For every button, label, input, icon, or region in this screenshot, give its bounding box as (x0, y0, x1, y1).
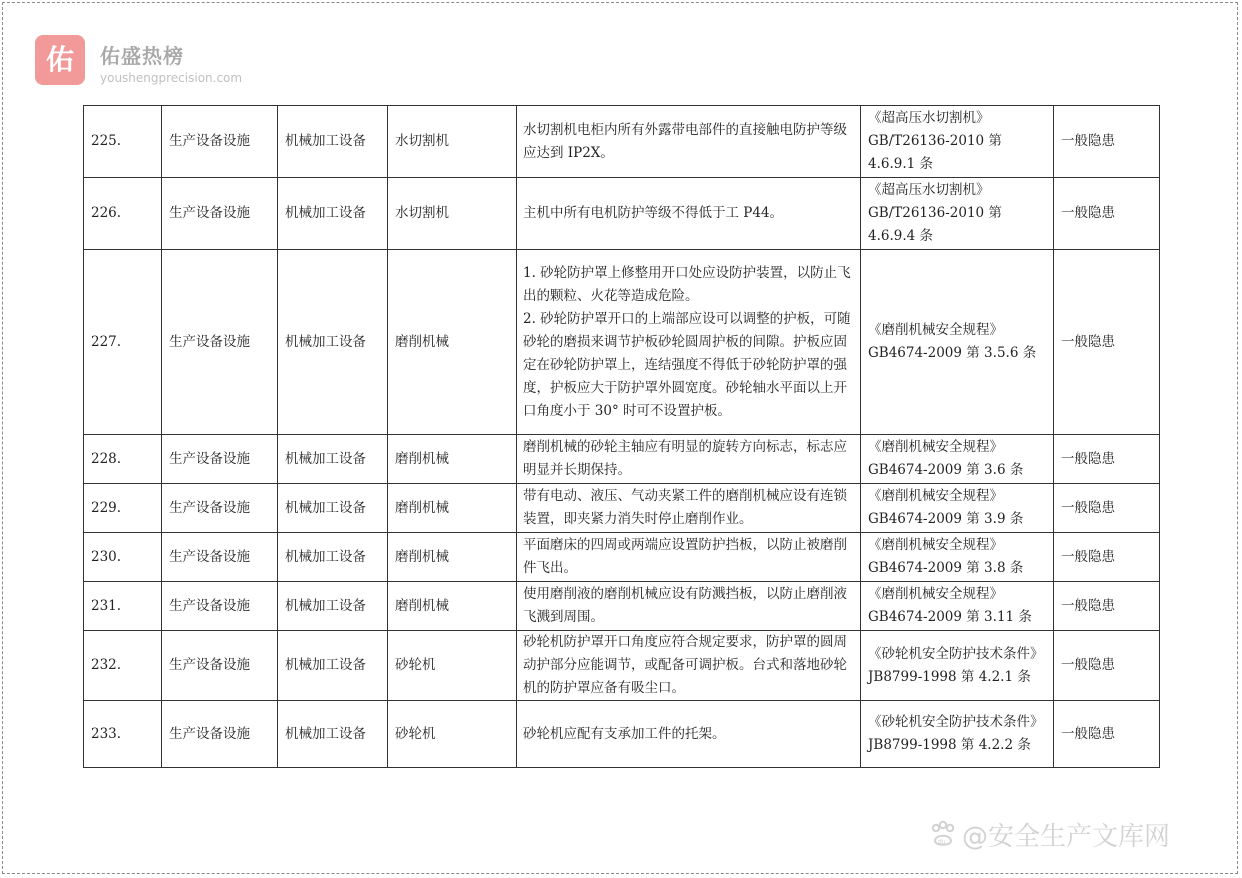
table-row (84, 582, 1160, 631)
category-level3: 水切割机 (388, 178, 517, 250)
row-number: 230. (84, 533, 162, 582)
category-level1: 生产设备设施 (162, 701, 278, 768)
hazard-description (517, 631, 861, 701)
hazard-description (517, 250, 861, 435)
hazard-level: 一般隐患 (1054, 106, 1160, 178)
hazard-level: 一般隐患 (1054, 435, 1160, 484)
category-level2: 机械加工设备 (278, 250, 388, 435)
row-number: 225. (84, 106, 162, 178)
description-paragraph: 砂轮机应配有支承加工件的托架。 (523, 725, 726, 742)
description-paragraph: 磨削机械的砂轮主轴应有明显的旋转方向标志，标志应明显并长期保持。 (523, 439, 847, 478)
row-number: 228. (84, 435, 162, 484)
category-level1: 生产设备设施 (162, 484, 278, 533)
regulation-basis: 《砂轮机安全防护技术条件》JB8799-1998 第 4.2.2 条 (861, 701, 1054, 768)
hazard-level: 一般隐患 (1054, 484, 1160, 533)
svg-text:du: du (938, 838, 946, 846)
row-number: 227. (84, 250, 162, 435)
description-paragraph: 2. 砂轮防护罩开口的上端部应设可以调整的护板，可随砂轮的磨损来调节护板砂轮圆周护板的间隙。护板应固定在砂轮防护罩上，连结强度不得低于砂轮防护罩的强度，护板应大于防护罩外圆宽度。砂轮轴水平面以上开口角度小于 30° 时可不设置护板。 (523, 310, 851, 419)
table-row (84, 250, 1160, 435)
hazard-description (517, 178, 861, 250)
table-row (84, 178, 1160, 250)
hazard-description (517, 106, 861, 178)
hazard-description (517, 435, 861, 484)
description-paragraph: 水切割机电柜内所有外露带电部件的直接触电防护等级应达到 IP2X。 (523, 121, 847, 161)
category-level1: 生产设备设施 (162, 250, 278, 435)
regulation-basis: 《砂轮机安全防护技术条件》JB8799-1998 第 4.2.1 条 (861, 631, 1054, 701)
category-level2: 机械加工设备 (278, 701, 388, 768)
category-level1: 生产设备设施 (162, 533, 278, 582)
table-body (84, 106, 1160, 768)
row-number: 231. (84, 582, 162, 631)
hazard-description (517, 701, 861, 768)
table-row (84, 533, 1160, 582)
category-level1: 生产设备设施 (162, 631, 278, 701)
brand-url: youshengprecision.com (100, 71, 243, 85)
category-level2: 机械加工设备 (278, 106, 388, 178)
description-paragraph: 平面磨床的四周或两端应设置防护挡板，以防止被磨削件飞出。 (523, 537, 847, 576)
description-paragraph: 使用磨削液的磨削机械应设有防溅挡板，以防止磨削液飞溅到周围。 (523, 586, 847, 625)
category-level3: 砂轮机 (388, 631, 517, 701)
category-level3: 磨削机械 (388, 533, 517, 582)
table-row (84, 484, 1160, 533)
regulation-basis: 《磨削机械安全规程》GB4674-2009 第 3.11 条 (861, 582, 1054, 631)
category-level2: 机械加工设备 (278, 178, 388, 250)
regulation-basis: 《磨削机械安全规程》GB4674-2009 第 3.9 条 (861, 484, 1054, 533)
hazard-description (517, 533, 861, 582)
description-paragraph: 1. 砂轮防护罩上修整用开口处应设防护装置，以防止飞出的颗粒、火花等造成危险。 (523, 264, 851, 304)
table-row (84, 631, 1160, 701)
hazard-level: 一般隐患 (1054, 582, 1160, 631)
watermark (928, 814, 1170, 854)
hazard-level: 一般隐患 (1054, 250, 1160, 435)
regulation-basis: 《磨削机械安全规程》GB4674-2009 第 3.5.6 条 (861, 250, 1054, 435)
watermark-text: @安全生产文库网 (962, 821, 1171, 852)
regulation-basis: 《超高压水切割机》GB/T26136-2010 第 4.6.9.1 条 (861, 106, 1054, 178)
category-level2: 机械加工设备 (278, 484, 388, 533)
hazard-level: 一般隐患 (1054, 533, 1160, 582)
category-level1: 生产设备设施 (162, 582, 278, 631)
category-level1: 生产设备设施 (162, 435, 278, 484)
description-paragraph: 带有电动、液压、气动夹紧工件的磨削机械应设有连锁装置，即夹紧力消失时停止磨削作业。 (523, 488, 847, 527)
hazard-level: 一般隐患 (1054, 178, 1160, 250)
row-number: 229. (84, 484, 162, 533)
category-level3: 砂轮机 (388, 701, 517, 768)
category-level3: 水切割机 (388, 106, 517, 178)
category-level1: 生产设备设施 (162, 106, 278, 178)
row-number: 226. (84, 178, 162, 250)
category-level3: 磨削机械 (388, 484, 517, 533)
category-level3: 磨削机械 (388, 582, 517, 631)
description-paragraph: 主机中所有电机防护等级不得低于工 P44。 (523, 205, 784, 221)
row-number: 232. (84, 631, 162, 701)
hazard-level: 一般隐患 (1054, 631, 1160, 701)
category-level2: 机械加工设备 (278, 631, 388, 701)
row-number: 233. (84, 701, 162, 768)
category-level2: 机械加工设备 (278, 435, 388, 484)
hazard-description (517, 582, 861, 631)
description-paragraph: 砂轮机防护罩开口角度应符合规定要求，防护罩的圆周动护部分应能调节，或配备可调护板。台式和落地砂轮机的防护罩应备有吸尘口。 (523, 634, 847, 696)
category-level3: 磨削机械 (388, 435, 517, 484)
regulation-basis: 《磨削机械安全规程》GB4674-2009 第 3.8 条 (861, 533, 1054, 582)
hazard-level: 一般隐患 (1054, 701, 1160, 768)
brand-name: 佑盛热榜 (100, 44, 184, 68)
regulation-basis: 《磨削机械安全规程》GB4674-2009 第 3.6 条 (861, 435, 1054, 484)
category-level2: 机械加工设备 (278, 582, 388, 631)
category-level2: 机械加工设备 (278, 533, 388, 582)
category-level3: 磨削机械 (388, 250, 517, 435)
paw-icon (928, 819, 958, 849)
table-row (84, 435, 1160, 484)
table-row (84, 106, 1160, 178)
regulation-basis: 《超高压水切割机》GB/T26136-2010 第 4.6.9.4 条 (861, 178, 1054, 250)
hazard-table (83, 105, 1160, 768)
table-row (84, 701, 1160, 768)
hazard-description (517, 484, 861, 533)
category-level1: 生产设备设施 (162, 178, 278, 250)
brand-logo: 佑 (35, 35, 85, 85)
